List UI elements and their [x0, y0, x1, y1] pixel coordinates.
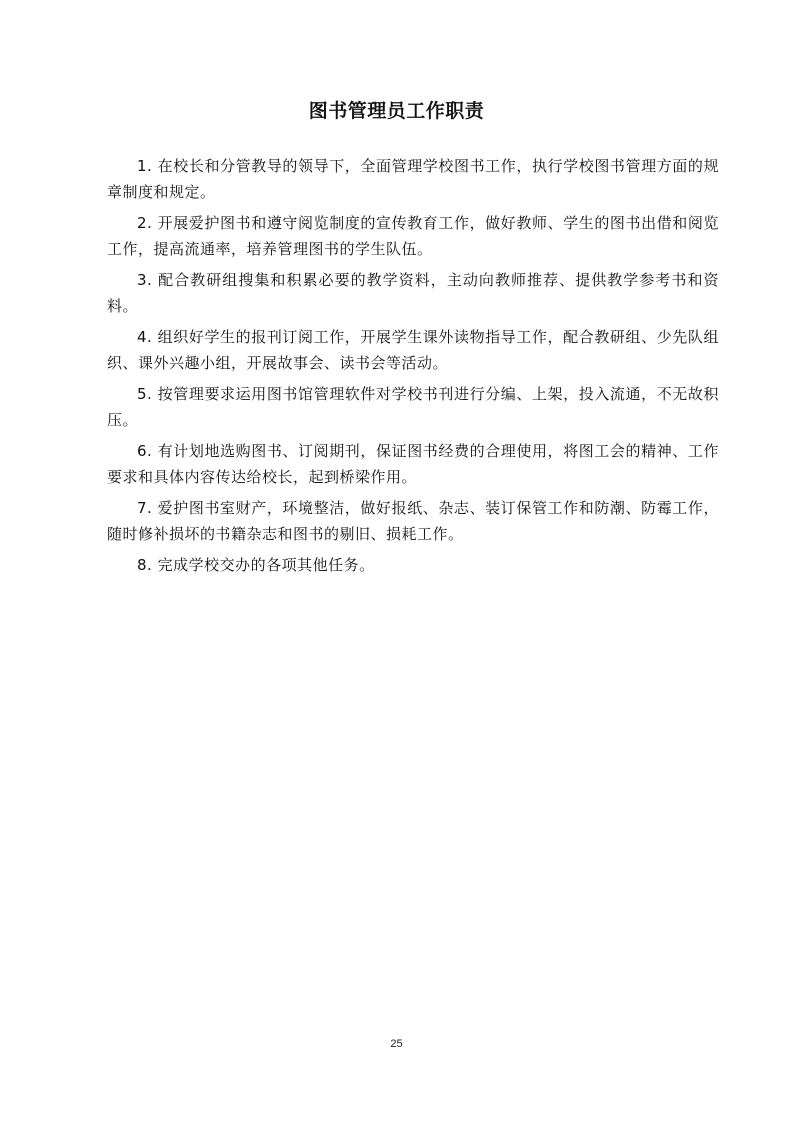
page-title: 图书管理员工作职责 — [308, 99, 485, 122]
duty-list — [107, 153, 719, 583]
duty-item-6: 6. 有计划地选购图书、订阅期刊，保证图书经费的合理使用，将图工会的精神、工作要求和具体内容传达给校长，起到桥梁作用。 — [107, 442, 719, 486]
duty-item-1: 1. 在校长和分管教导的领导下，全面管理学校图书工作，执行学校图书管理方面的规章制度和规定。 — [107, 157, 719, 201]
duty-item-2: 2. 开展爱护图书和遵守阅览制度的宣传教育工作，做好教师、学生的图书出借和阅览工作，提高流通率，培养管理图书的学生队伍。 — [107, 214, 719, 258]
duty-item-8: 8. 完成学校交办的各项其他任务。 — [137, 556, 375, 574]
page-number: 25 — [390, 1038, 403, 1050]
duty-item-5: 5. 按管理要求运用图书馆管理软件对学校书刊进行分编、上架，投入流通，不无故积压。 — [107, 385, 719, 429]
duty-item-3: 3. 配合教研组搜集和积累必要的教学资料，主动向教师推荐、提供教学参考书和资料。 — [107, 271, 719, 315]
duty-item-7: 7. 爱护图书室财产，环境整洁，做好报纸、杂志、装订保管工作和防潮、防霉工作，随时修补损坏的书籍杂志和图书的剔旧、损耗工作。 — [107, 499, 719, 543]
duty-item-4: 4. 组织好学生的报刊订阅工作，开展学生课外读物指导工作，配合教研组、少先队组织、课外兴趣小组，开展故事会、读书会等活动。 — [107, 328, 719, 372]
